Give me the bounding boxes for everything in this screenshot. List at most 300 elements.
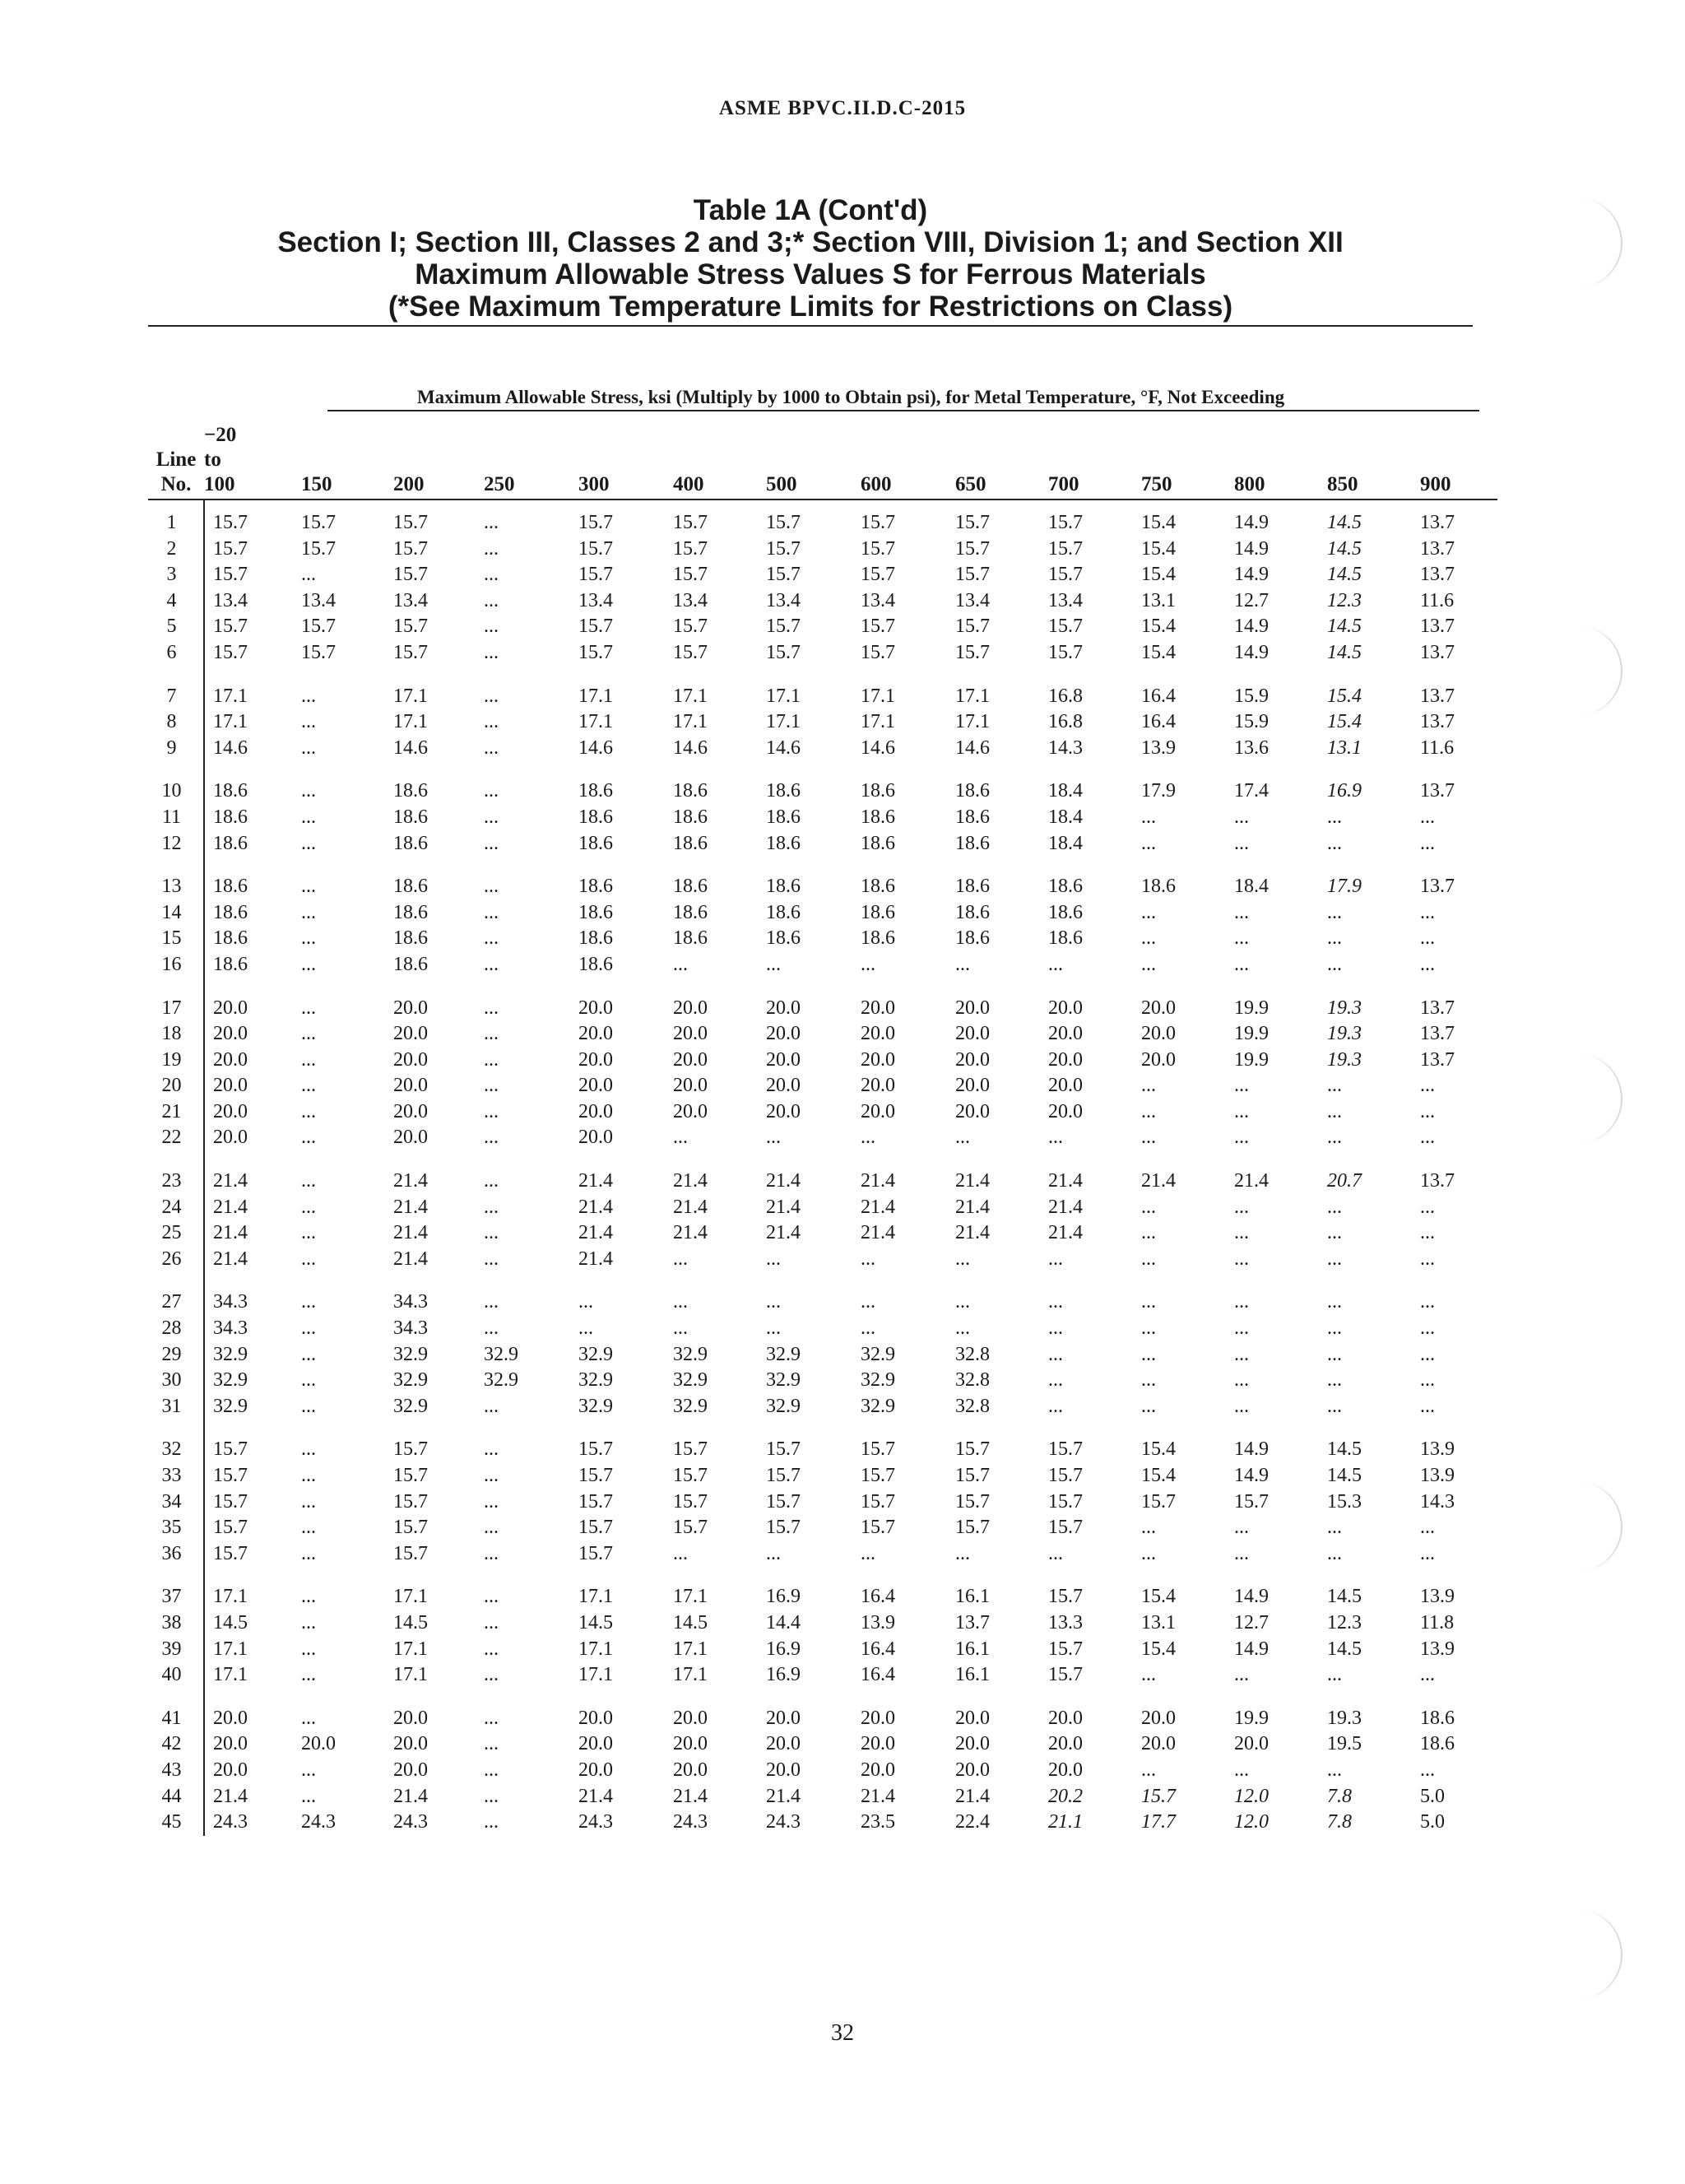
stress-cell: ... bbox=[301, 1196, 316, 1218]
stress-cell: 24.3 bbox=[673, 1811, 708, 1833]
stress-cell: 18.6 bbox=[861, 806, 895, 828]
stress-cell: 20.0 bbox=[955, 1733, 990, 1755]
stress-cell: 32.9 bbox=[213, 1343, 248, 1365]
stress-cell: ... bbox=[1327, 832, 1342, 854]
stress-cell: ... bbox=[1420, 1664, 1435, 1686]
table-title-line-4: (*See Maximum Temperature Limits for Restrictions on Class) bbox=[388, 290, 1233, 323]
stress-cell: ... bbox=[1327, 1127, 1342, 1149]
stress-cell: ... bbox=[1327, 1222, 1342, 1244]
line-number-cell: 7 bbox=[148, 684, 204, 710]
stress-cell: ... bbox=[301, 1638, 316, 1660]
stress-cell: 18.6 bbox=[393, 927, 428, 950]
stress-cell: 17.1 bbox=[673, 1586, 708, 1608]
stress-cell: 21.4 bbox=[1141, 1170, 1176, 1192]
stress-cell: 15.7 bbox=[213, 564, 248, 586]
stress-cell: ... bbox=[301, 997, 316, 1019]
stress-cell: 13.7 bbox=[1420, 1048, 1455, 1071]
stress-cell: 20.0 bbox=[673, 1707, 708, 1729]
table-row bbox=[148, 1810, 1497, 1836]
stress-cell: ... bbox=[1234, 1759, 1249, 1781]
stress-cell: 32.9 bbox=[393, 1369, 428, 1392]
stress-cell: ... bbox=[1048, 1291, 1063, 1313]
stress-cell: ... bbox=[484, 1611, 499, 1633]
stress-cell: 15.7 bbox=[213, 1517, 248, 1539]
stress-cell: 16.9 bbox=[766, 1664, 801, 1686]
stress-cell: ... bbox=[1327, 1664, 1342, 1686]
stress-cell: 18.6 bbox=[766, 832, 801, 854]
stress-cell: 24.3 bbox=[393, 1811, 428, 1833]
table-row bbox=[148, 778, 1497, 805]
stress-cell: ... bbox=[301, 927, 316, 950]
stress-cell: 15.7 bbox=[1141, 1785, 1176, 1807]
stress-cell: 19.3 bbox=[1327, 1048, 1362, 1071]
header-row-1 bbox=[148, 423, 1497, 448]
stress-cell: ... bbox=[1234, 1196, 1249, 1218]
stress-cell: 21.4 bbox=[861, 1170, 895, 1192]
stress-cell: ... bbox=[484, 1586, 499, 1608]
stress-cell: ... bbox=[484, 1196, 499, 1218]
stress-cell: 15.7 bbox=[1048, 1586, 1083, 1608]
stress-cell: 19.5 bbox=[1327, 1733, 1362, 1755]
stress-cell: 17.1 bbox=[673, 1664, 708, 1686]
stress-cell: ... bbox=[484, 997, 499, 1019]
stress-cell: ... bbox=[301, 1707, 316, 1729]
stress-cell: 18.6 bbox=[955, 806, 990, 828]
stress-cell: ... bbox=[1234, 1100, 1249, 1122]
stress-cell: 21.4 bbox=[578, 1248, 613, 1270]
spacer-cell bbox=[204, 1151, 1497, 1169]
stress-cell: ... bbox=[301, 1586, 316, 1608]
stress-cell: ... bbox=[484, 1707, 499, 1729]
stress-cell: 32.9 bbox=[213, 1395, 248, 1417]
stress-cell: ... bbox=[301, 1222, 316, 1244]
stress-cell: ... bbox=[1327, 1196, 1342, 1218]
stress-cell: 20.0 bbox=[213, 1127, 248, 1149]
stress-cell: 20.0 bbox=[393, 1100, 428, 1122]
stress-cell: 32.9 bbox=[673, 1395, 708, 1417]
stress-cell: 16.4 bbox=[861, 1638, 895, 1660]
stress-cell: 20.0 bbox=[393, 1023, 428, 1045]
stress-cell: 13.9 bbox=[1420, 1465, 1455, 1486]
stress-cell: 15.7 bbox=[213, 1465, 248, 1486]
stress-cell: ... bbox=[1141, 953, 1156, 975]
stress-cell: 15.7 bbox=[213, 1438, 248, 1461]
stress-cell: 18.6 bbox=[766, 927, 801, 950]
stress-cell: 21.4 bbox=[1048, 1196, 1083, 1218]
stress-cell: ... bbox=[1420, 1517, 1435, 1539]
table-title-line-3: Maximum Allowable Stress Values S for Ferrous Materials bbox=[415, 258, 1206, 290]
stress-cell: 13.4 bbox=[673, 589, 708, 611]
stress-cell: 18.6 bbox=[861, 876, 895, 898]
stress-cell: 15.7 bbox=[673, 537, 708, 560]
stress-cell: 15.7 bbox=[1048, 1490, 1083, 1513]
stress-cell: 16.4 bbox=[861, 1586, 895, 1608]
stress-cell: 15.7 bbox=[393, 1542, 428, 1564]
stress-cell: ... bbox=[301, 901, 316, 923]
stress-cell: 15.7 bbox=[673, 564, 708, 586]
stress-cell: ... bbox=[301, 1517, 316, 1539]
spacer-line-cell bbox=[148, 1567, 204, 1584]
stress-cell: 20.0 bbox=[1048, 1733, 1083, 1755]
stress-cell: 18.6 bbox=[213, 953, 248, 975]
stress-cell: 15.7 bbox=[955, 616, 990, 638]
stress-cell: ... bbox=[861, 1542, 875, 1564]
stress-cell: ... bbox=[1327, 1100, 1342, 1122]
stress-cell: ... bbox=[484, 1023, 499, 1045]
header-blank-span bbox=[301, 423, 1497, 448]
group-spacer bbox=[148, 1567, 1497, 1584]
stress-cell: 15.7 bbox=[213, 616, 248, 638]
table-row bbox=[148, 1220, 1497, 1247]
stress-cell: 17.1 bbox=[578, 1664, 613, 1686]
stress-cell: ... bbox=[1327, 1395, 1342, 1417]
stress-cell: 20.0 bbox=[1048, 1100, 1083, 1122]
stress-cell: 18.6 bbox=[213, 806, 248, 828]
stress-cell: 21.4 bbox=[578, 1170, 613, 1192]
stress-cell: 17.7 bbox=[1141, 1811, 1176, 1833]
stress-cell: 18.6 bbox=[673, 876, 708, 898]
stress-cell: 17.1 bbox=[213, 1586, 248, 1608]
stress-cell: 15.7 bbox=[578, 1438, 613, 1461]
line-number-cell: 31 bbox=[148, 1394, 204, 1420]
stress-cell: 15.7 bbox=[955, 512, 990, 533]
stress-cell: 14.5 bbox=[393, 1611, 428, 1633]
stress-cell: 20.0 bbox=[578, 1100, 613, 1122]
stress-cell: 18.6 bbox=[393, 780, 428, 802]
line-number-cell: 35 bbox=[148, 1515, 204, 1541]
table-row bbox=[148, 1541, 1497, 1568]
stress-cell: 20.0 bbox=[1141, 1023, 1176, 1045]
stress-cell: 18.6 bbox=[861, 927, 895, 950]
stress-cell: 15.7 bbox=[1048, 537, 1083, 560]
stress-cell: 20.0 bbox=[1048, 997, 1083, 1019]
stress-cell: 20.0 bbox=[393, 1707, 428, 1729]
stress-cell: 32.9 bbox=[861, 1343, 895, 1365]
stress-cell: 15.7 bbox=[955, 1517, 990, 1539]
group-spacer bbox=[148, 761, 1497, 778]
stress-cell: ... bbox=[301, 1023, 316, 1045]
stress-cell: ... bbox=[484, 832, 499, 854]
stress-cell: 20.0 bbox=[955, 1048, 990, 1071]
stress-cell: 5.0 bbox=[1420, 1811, 1445, 1833]
stress-cell: 17.1 bbox=[673, 685, 708, 707]
stress-cell: ... bbox=[1234, 1127, 1249, 1149]
stress-cell: ... bbox=[1420, 806, 1435, 828]
stress-cell: ... bbox=[301, 1343, 316, 1365]
stress-cell: ... bbox=[301, 1542, 316, 1564]
stress-cell: 12.0 bbox=[1234, 1811, 1269, 1833]
stress-cell: 14.5 bbox=[1327, 1438, 1362, 1461]
stress-cell: ... bbox=[301, 1611, 316, 1633]
stress-cell: 16.4 bbox=[1141, 685, 1176, 707]
table-row bbox=[148, 1169, 1497, 1195]
table-row bbox=[148, 926, 1497, 952]
stress-cell: 14.5 bbox=[1327, 1638, 1362, 1660]
group-spacer bbox=[148, 667, 1497, 684]
binder-hole bbox=[1555, 1909, 1622, 2000]
stress-cell: 18.6 bbox=[393, 901, 428, 923]
stress-cell: 17.1 bbox=[393, 1638, 428, 1660]
stress-cell: ... bbox=[955, 953, 970, 975]
stress-cell: 13.7 bbox=[1420, 997, 1455, 1019]
stress-cell: ... bbox=[1234, 927, 1249, 950]
stress-cell: 17.1 bbox=[393, 711, 428, 733]
table-row bbox=[148, 614, 1497, 640]
line-number-cell: 36 bbox=[148, 1541, 204, 1568]
stress-cell: ... bbox=[301, 1369, 316, 1392]
stress-cell: 17.1 bbox=[393, 1586, 428, 1608]
header-temp-300: 300 bbox=[578, 472, 673, 500]
stress-cell: 12.7 bbox=[1234, 1611, 1269, 1633]
stress-cell: ... bbox=[1048, 1542, 1063, 1564]
stress-cell: 21.4 bbox=[766, 1222, 801, 1244]
stress-cell: 15.7 bbox=[766, 1517, 801, 1539]
stress-cell: 20.0 bbox=[213, 1100, 248, 1122]
table-row bbox=[148, 684, 1497, 710]
stress-cell: ... bbox=[1327, 1343, 1342, 1365]
spacer-cell bbox=[204, 1567, 1497, 1584]
stress-cell: ... bbox=[484, 901, 499, 923]
stress-cell: ... bbox=[955, 1291, 970, 1313]
stress-cell: 15.7 bbox=[673, 641, 708, 663]
stress-cell: ... bbox=[301, 1075, 316, 1097]
header-line-label: Line bbox=[156, 448, 197, 471]
stress-cell: 32.9 bbox=[578, 1395, 613, 1417]
stress-cell: 5.0 bbox=[1420, 1785, 1445, 1807]
line-number-cell: 40 bbox=[148, 1662, 204, 1689]
stress-cell: 18.6 bbox=[213, 876, 248, 898]
stress-cell: 18.6 bbox=[578, 806, 613, 828]
stress-cell: ... bbox=[484, 1222, 499, 1244]
stress-cell: 12.0 bbox=[1234, 1785, 1269, 1807]
line-number-cell: 17 bbox=[148, 996, 204, 1022]
stress-cell: 15.7 bbox=[393, 564, 428, 586]
stress-cell: ... bbox=[301, 953, 316, 975]
stress-cell: 15.7 bbox=[1048, 1638, 1083, 1660]
stress-cell: ... bbox=[578, 1291, 593, 1313]
stress-cell: 21.4 bbox=[955, 1170, 990, 1192]
stress-cell: ... bbox=[1234, 1291, 1249, 1313]
stress-cell: 20.0 bbox=[955, 1759, 990, 1781]
stress-cell: 18.6 bbox=[578, 876, 613, 898]
stress-cell: 15.7 bbox=[1048, 1664, 1083, 1686]
stress-cell: 13.9 bbox=[1420, 1586, 1455, 1608]
stress-cell: ... bbox=[1327, 1369, 1342, 1392]
stress-cell: ... bbox=[484, 1438, 499, 1461]
stress-cell: 20.0 bbox=[578, 997, 613, 1019]
stress-cell: 15.7 bbox=[213, 512, 248, 533]
stress-cell: 13.7 bbox=[1420, 512, 1455, 533]
stress-cell: 18.4 bbox=[1048, 832, 1083, 854]
stress-cell: ... bbox=[484, 1075, 499, 1097]
stress-cell: 15.7 bbox=[766, 641, 801, 663]
stress-cell: 21.4 bbox=[578, 1785, 613, 1807]
stress-cell: 21.1 bbox=[1048, 1811, 1083, 1833]
stress-cell: ... bbox=[484, 1785, 499, 1807]
stress-cell: 16.8 bbox=[1048, 711, 1083, 733]
stress-cell: ... bbox=[1420, 1196, 1435, 1218]
stress-cell: 18.6 bbox=[393, 876, 428, 898]
stress-cell: 15.7 bbox=[578, 1517, 613, 1539]
stress-cell: 14.6 bbox=[393, 737, 428, 759]
stress-cell: 18.6 bbox=[955, 901, 990, 923]
stress-cell: 18.6 bbox=[578, 901, 613, 923]
table-row bbox=[148, 537, 1497, 563]
stress-cell: 15.4 bbox=[1141, 1438, 1176, 1461]
stress-cell: 15.7 bbox=[301, 616, 336, 638]
header-temp-250: 250 bbox=[484, 472, 578, 500]
stress-cell: ... bbox=[1234, 1222, 1249, 1244]
stress-cell: 15.7 bbox=[301, 537, 336, 560]
stress-cell: 15.7 bbox=[955, 1490, 990, 1513]
stress-cell: ... bbox=[1141, 1759, 1156, 1781]
stress-cell: ... bbox=[484, 1465, 499, 1486]
stress-cell: 20.0 bbox=[301, 1733, 336, 1755]
stress-cell: 21.4 bbox=[393, 1222, 428, 1244]
stress-cell: ... bbox=[301, 1785, 316, 1807]
stress-cell: 13.7 bbox=[1420, 876, 1455, 898]
stress-cell: ... bbox=[1048, 1395, 1063, 1417]
stress-cell: 21.4 bbox=[393, 1785, 428, 1807]
stress-cell: ... bbox=[1420, 832, 1435, 854]
stress-cell: 18.6 bbox=[766, 876, 801, 898]
stress-cell: 14.5 bbox=[1327, 641, 1362, 663]
header-blank-span bbox=[301, 448, 1497, 472]
table-row bbox=[148, 1048, 1497, 1074]
table-row bbox=[148, 1584, 1497, 1610]
stress-cell: ... bbox=[301, 1048, 316, 1071]
stress-cell: ... bbox=[1327, 1317, 1342, 1340]
stress-cell: 20.0 bbox=[766, 1075, 801, 1097]
line-number-cell: 6 bbox=[148, 640, 204, 667]
line-number-cell: 14 bbox=[148, 900, 204, 927]
header-temp-750: 750 bbox=[1141, 472, 1234, 500]
stress-cell: 21.4 bbox=[1048, 1222, 1083, 1244]
stress-cell: 15.7 bbox=[393, 1517, 428, 1539]
stress-cell: 14.5 bbox=[673, 1611, 708, 1633]
stress-cell: 17.1 bbox=[861, 711, 895, 733]
stress-cell: 15.7 bbox=[1234, 1490, 1269, 1513]
stress-cell: 18.6 bbox=[955, 876, 990, 898]
line-number-cell: 1 bbox=[148, 500, 204, 537]
stress-cell: ... bbox=[301, 780, 316, 802]
table-row bbox=[148, 1289, 1497, 1316]
stress-cell: 20.0 bbox=[578, 1127, 613, 1149]
stress-cell: 20.0 bbox=[578, 1733, 613, 1755]
stress-cell: 13.7 bbox=[1420, 711, 1455, 733]
stress-cell: 14.6 bbox=[673, 737, 708, 759]
table-row bbox=[148, 1316, 1497, 1342]
stress-cell: 14.3 bbox=[1048, 737, 1083, 759]
stress-cell: 15.7 bbox=[861, 641, 895, 663]
stress-cell: 14.5 bbox=[1327, 537, 1362, 560]
stress-cell: 15.7 bbox=[393, 1465, 428, 1486]
stress-cell: ... bbox=[484, 780, 499, 802]
stress-cell: 18.6 bbox=[213, 901, 248, 923]
stress-cell: 18.4 bbox=[1234, 876, 1269, 898]
stress-cell: ... bbox=[301, 1127, 316, 1149]
line-number-cell: 13 bbox=[148, 874, 204, 900]
stress-cell: 18.6 bbox=[955, 832, 990, 854]
stress-cell: 13.9 bbox=[1420, 1638, 1455, 1660]
stress-cell: ... bbox=[766, 1248, 781, 1270]
stress-cell: 7.8 bbox=[1327, 1811, 1352, 1833]
stress-cell: 17.1 bbox=[213, 1664, 248, 1686]
table-row bbox=[148, 805, 1497, 831]
stress-cell: 14.9 bbox=[1234, 537, 1269, 560]
stress-cell: 15.7 bbox=[1048, 1465, 1083, 1486]
stress-cell: 20.0 bbox=[673, 1023, 708, 1045]
stress-cell: 20.0 bbox=[213, 1075, 248, 1097]
stress-cell: 17.1 bbox=[861, 685, 895, 707]
stress-cell: 16.1 bbox=[955, 1586, 990, 1608]
table-row bbox=[148, 1195, 1497, 1221]
stress-cell: 15.7 bbox=[673, 1490, 708, 1513]
stress-cell: 20.0 bbox=[213, 997, 248, 1019]
stress-cell: 18.4 bbox=[1048, 806, 1083, 828]
stress-cell: 21.4 bbox=[213, 1170, 248, 1192]
stress-cell: 15.7 bbox=[301, 641, 336, 663]
stress-cell: 13.9 bbox=[1141, 737, 1176, 759]
stress-cell: 11.6 bbox=[1420, 737, 1455, 759]
table-row bbox=[148, 1706, 1497, 1732]
running-head: ASME BPVC.II.D.C-2015 bbox=[718, 97, 967, 119]
stress-cell: 20.0 bbox=[861, 1100, 895, 1122]
stress-cell: 18.6 bbox=[861, 832, 895, 854]
spacer-line-cell bbox=[148, 1272, 204, 1289]
stress-cell: ... bbox=[1420, 953, 1435, 975]
header-temp-500: 500 bbox=[766, 472, 861, 500]
line-number-cell: 45 bbox=[148, 1810, 204, 1836]
stress-cell: 21.4 bbox=[766, 1785, 801, 1807]
stress-cell: 32.9 bbox=[861, 1395, 895, 1417]
stress-cell: 17.1 bbox=[393, 685, 428, 707]
stress-cell: ... bbox=[1327, 1759, 1342, 1781]
stress-cell: ... bbox=[1141, 1343, 1156, 1365]
stress-cell: ... bbox=[484, 1664, 499, 1686]
stress-cell: 34.3 bbox=[213, 1291, 248, 1313]
stress-cell: 13.7 bbox=[955, 1611, 990, 1633]
stress-cell: 32.9 bbox=[484, 1343, 518, 1365]
stress-cell: 13.7 bbox=[1420, 780, 1455, 802]
stress-cell: ... bbox=[301, 1395, 316, 1417]
stress-cell: 15.7 bbox=[955, 564, 990, 586]
stress-cell: 20.0 bbox=[213, 1759, 248, 1781]
stress-cell: 21.4 bbox=[213, 1196, 248, 1218]
table-row bbox=[148, 709, 1497, 736]
table-row bbox=[148, 1394, 1497, 1420]
stress-cell: 14.6 bbox=[955, 737, 990, 759]
stress-cell: 18.6 bbox=[673, 901, 708, 923]
stress-cell: ... bbox=[484, 953, 499, 975]
table-row bbox=[148, 1489, 1497, 1516]
stress-cell: 20.0 bbox=[766, 1100, 801, 1122]
binder-hole bbox=[1555, 197, 1622, 288]
stress-cell: 15.7 bbox=[578, 564, 613, 586]
stress-cell: 13.4 bbox=[393, 589, 428, 611]
stress-cell: ... bbox=[1327, 1291, 1342, 1313]
line-number-cell: 21 bbox=[148, 1099, 204, 1126]
stress-cell: ... bbox=[1420, 1759, 1435, 1781]
stress-cell: 18.6 bbox=[578, 780, 613, 802]
stress-cell: 15.7 bbox=[301, 512, 336, 533]
stress-cell: 15.7 bbox=[1048, 512, 1083, 533]
line-number-cell: 28 bbox=[148, 1316, 204, 1342]
stress-cell: ... bbox=[1141, 1100, 1156, 1122]
table-row bbox=[148, 952, 1497, 978]
table-row bbox=[148, 1463, 1497, 1489]
stress-cell: 15.4 bbox=[1141, 512, 1176, 533]
